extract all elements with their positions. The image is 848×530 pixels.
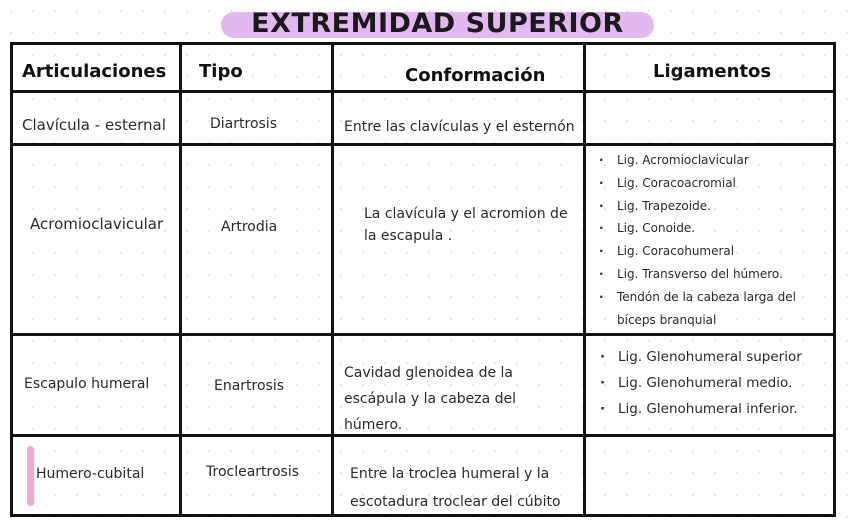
row2-tipo: Artrodia [221, 219, 278, 235]
row1-bottom-border [10, 143, 836, 146]
header-conformacion: Conformación [405, 65, 546, 86]
row4-articulacion: Humero-cubital [36, 466, 145, 482]
page-title: EXTREMIDAD SUPERIOR [251, 8, 624, 39]
row1-conformacion: Entre las clavículas y el esternón [344, 119, 575, 135]
header-articulaciones: Articulaciones [22, 61, 167, 82]
list-item: · Lig. Trapezoide. [595, 195, 827, 218]
row3-tipo: Enartrosis [214, 378, 285, 394]
list-item: · Lig. Glenohumeral inferior. [596, 396, 828, 422]
row-highlight-marker [27, 446, 34, 506]
row4-tipo: Trocleartrosis [206, 464, 300, 480]
list-item: · Lig. Glenohumeral superior [596, 344, 828, 370]
list-item: · Lig. Acromioclavicular [595, 149, 827, 172]
list-item: · Lig. Glenohumeral medio. [596, 370, 828, 396]
header-bottom-border [10, 90, 836, 93]
col2-divider [331, 42, 334, 517]
row2-ligamentos-list [595, 149, 827, 331]
table-top-border [10, 42, 836, 45]
table-left-border [10, 42, 13, 517]
row3-ligamentos-list [596, 344, 828, 422]
header-tipo: Tipo [199, 61, 243, 82]
col1-divider [179, 42, 182, 517]
row1-articulacion: Clavícula - esternal [22, 116, 166, 134]
row4-conformacion: Entre la troclea humeral y la escotadura troclear del cúbito [350, 466, 561, 510]
col3-divider [583, 42, 586, 517]
list-item: · Lig. Transverso del húmero. [595, 263, 827, 286]
row2-conformacion: La clavícula y el acromion de la escapula . [364, 206, 568, 244]
row3-articulacion: Escapulo humeral [24, 376, 150, 392]
row3-conformacion: Cavidad glenoidea de la escápula y la cabeza del húmero. [344, 365, 517, 433]
table-right-border [833, 42, 836, 517]
header-ligamentos: Ligamentos [653, 61, 772, 82]
row2-articulacion: Acromioclavicular [30, 215, 164, 233]
list-item: · Lig. Conoide. [595, 217, 827, 240]
list-item: · Lig. Coracoacromial [595, 172, 827, 195]
row1-tipo: Diartrosis [210, 116, 277, 132]
row2-bottom-border [10, 333, 836, 336]
list-item: · Tendón de la cabeza larga del bíceps branquial [595, 286, 827, 332]
list-item: · Lig. Coracohumeral [595, 240, 827, 263]
